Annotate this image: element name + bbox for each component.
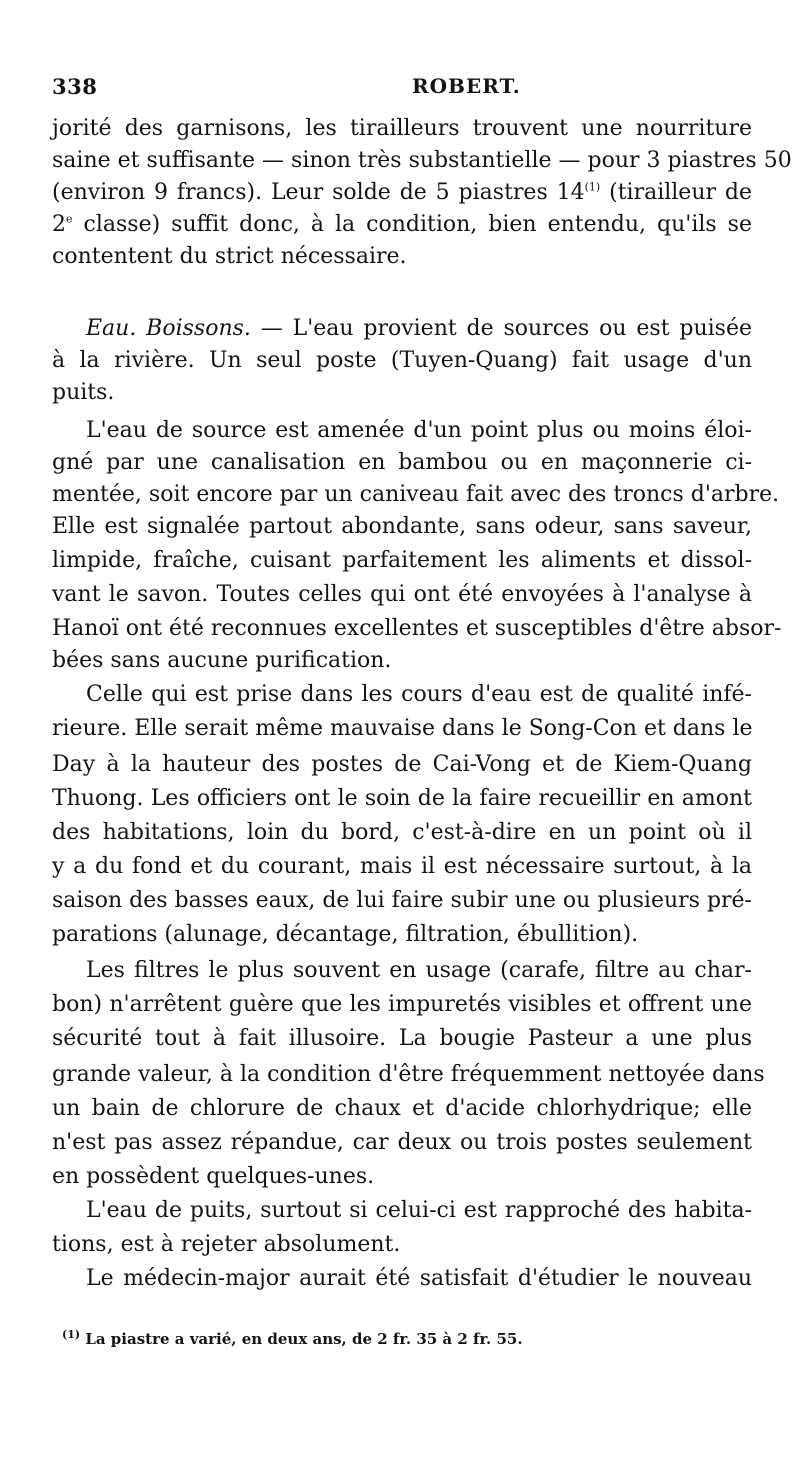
text-line: saison des basses eaux, de lui faire subir une ou plusieurs pré- — [52, 888, 752, 913]
text-segment: — L'eau provient de sources ou est puisée — [260, 316, 753, 341]
text-line: saine et suffisante — sinon très substantielle — pour 3 piastres 50 — [52, 148, 792, 173]
text-line: L'eau de puits, surtout si celui-ci est rapproché des habita- — [86, 1198, 752, 1223]
text-line: Hanoï ont été reconnues excellentes et susceptibles d'être absor- — [52, 616, 782, 641]
footnote-text: La piastre a varié, en deux ans, de 2 fr. 35 à 2 fr. 55. — [85, 1330, 523, 1348]
text-line: sécurité tout à fait illusoire. La bougie Pasteur a une plus — [52, 1026, 752, 1051]
page-header — [52, 74, 752, 104]
text-segment: classe) suffit donc, à la condition, bien entendu, qu'ils se — [83, 212, 752, 237]
text-line: mentée, soit encore par un caniveau fait avec des troncs d'arbre. — [52, 482, 780, 507]
text-line: jorité des garnisons, les tirailleurs trouvent une nourriture — [52, 116, 752, 141]
text-line: Le médecin-major aurait été satisfait d'étudier le nouveau — [86, 1266, 752, 1291]
text-line: bées sans aucune purification. — [52, 648, 392, 673]
text-line: Thuong. Les officiers ont le soin de la faire recueillir en amont — [52, 786, 752, 811]
footnote-marker: (1) — [62, 1328, 81, 1341]
text-line: Les filtres le plus souvent en usage (carafe, filtre au char- — [86, 958, 752, 983]
text-line: en possèdent quelques-unes. — [52, 1164, 375, 1189]
text-line: grande valeur, à la condition d'être fréquemment nettoyée dans — [52, 1062, 765, 1087]
text-segment: (environ 9 francs). Leur solde de 5 piastres 14 — [52, 180, 585, 205]
text-line: des habitations, loin du bord, c'est-à-dire en un point où il — [52, 820, 752, 845]
text-line: vant le savon. Toutes celles qui ont été envoyées à l'analyse à — [52, 582, 752, 607]
text-line: gné par une canalisation en bambou ou en maçonnerie ci- — [52, 450, 752, 475]
text-line — [52, 212, 752, 238]
ordinal-superscript: e — [66, 212, 73, 226]
text-line: à la rivière. Un seul poste (Tuyen-Quang) fait usage d'un — [52, 348, 752, 373]
text-line: puits. — [52, 380, 115, 405]
section-heading-line — [86, 316, 752, 342]
text-line — [52, 180, 752, 206]
text-segment: (tirailleur de — [609, 180, 752, 205]
text-line: parations (alunage, décantage, filtration, ébullition). — [52, 922, 639, 947]
text-segment: 2 — [52, 212, 66, 237]
text-line: un bain de chlorure de chaux et d'acide chlorhydrique; elle — [52, 1096, 752, 1121]
footnote-reference: (1) — [584, 180, 601, 194]
text-line: Elle est signalée partout abondante, sans odeur, sans saveur, — [52, 514, 752, 539]
text-line: y a du fond et du courant, mais il est nécessaire surtout, à la — [52, 854, 752, 879]
text-line: n'est pas assez répandue, car deux ou trois postes seulement — [52, 1130, 752, 1155]
text-line: L'eau de source est amenée d'un point plus ou moins éloi- — [86, 418, 752, 443]
text-line: rieure. Elle serait même mauvaise dans le Song-Con et dans le — [52, 716, 753, 741]
text-line: bon) n'arrêtent guère que les impuretés visibles et offrent une — [52, 992, 752, 1017]
text-line: tions, est à rejeter absolument. — [52, 1232, 401, 1257]
section-title: Eau. Boissons. — [86, 316, 251, 341]
text-line: contentent du strict nécessaire. — [52, 244, 407, 269]
text-line: Celle qui est prise dans les cours d'eau est de qualité infé- — [86, 682, 752, 707]
running-title: ROBERT. — [412, 74, 521, 98]
page-number: 338 — [52, 74, 98, 99]
text-line: limpide, fraîche, cuisant parfaitement les aliments et dissol- — [52, 548, 752, 573]
footnote — [62, 1330, 523, 1348]
text-line: Day à la hauteur des postes de Cai-Vong et de Kiem-Quang — [52, 752, 752, 777]
